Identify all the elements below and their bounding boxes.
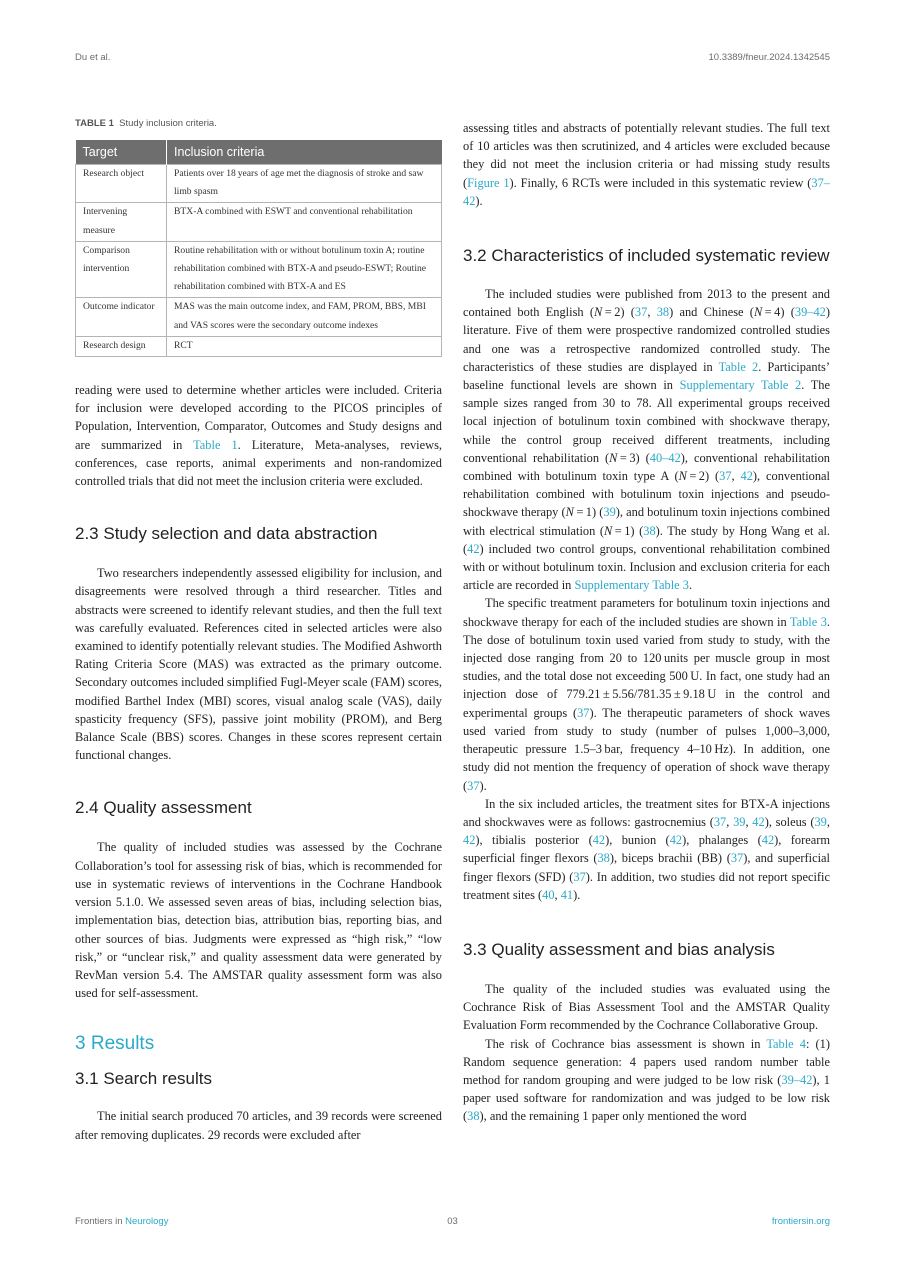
citation-link[interactable]: 38 bbox=[467, 1109, 480, 1124]
citation-link[interactable]: 38 bbox=[643, 523, 656, 538]
citation-link[interactable]: 37–42 bbox=[463, 175, 830, 208]
table4-link[interactable]: Table 4 bbox=[766, 1036, 806, 1051]
citation-link[interactable]: 40 bbox=[542, 887, 555, 902]
table-row bbox=[76, 298, 442, 336]
figure1-link[interactable]: Figure 1 bbox=[467, 175, 510, 190]
table1-caption bbox=[75, 118, 442, 129]
paragraph-risk-of-bias: The risk of Cochrance bias assessment is shown in Table 4: (1) Random sequence generation: 4 papers used random number table method for random grouping and were judged to be low risk (39–42), 1 paper used software for randomization and was judged to be low risk (38), and the remaining 1 paper only mentioned the word bbox=[463, 1036, 830, 1124]
left-column bbox=[75, 118, 442, 1144]
citation-link[interactable]: 37 bbox=[573, 869, 586, 884]
citation-link[interactable]: 38 bbox=[656, 305, 670, 320]
table-header-criteria: Inclusion criteria bbox=[167, 140, 442, 165]
table-row bbox=[76, 165, 442, 203]
running-header-author: Du et al. bbox=[75, 52, 111, 63]
table2-link[interactable]: Table 2 bbox=[718, 359, 759, 374]
table-cell-criteria: MAS was the main outcome index, and FAM, PROM, BBS, MBI and VAS scores were the secondary outcome indexes bbox=[167, 298, 442, 336]
table-cell-target: Intervening measure bbox=[76, 203, 167, 241]
citation-link[interactable]: 39–42 bbox=[794, 305, 826, 320]
table1-label: TABLE 1 bbox=[75, 118, 114, 129]
table-row bbox=[76, 336, 442, 356]
footer-site-link[interactable]: frontiersin.org bbox=[771, 1216, 830, 1227]
paragraph-search-results-continued: assessing titles and abstracts of potentially relevant studies. The full text of 10 articles was then scrutinized, and 4 articles were excluded because they did not meet the inclusion criteria or had missing study results (Figure 1). Finally, 6 RCTs were included in this systematic review (37–42). bbox=[463, 121, 830, 208]
citation-link[interactable]: 39 bbox=[603, 505, 616, 520]
section-heading-3-3: 3.3 Quality assessment and bias analysis bbox=[463, 939, 775, 959]
citation-link[interactable]: 37 bbox=[634, 305, 648, 320]
table-cell-target: Outcome indicator bbox=[76, 298, 167, 336]
table-cell-criteria: BTX-A combined with ESWT and conventional rehabilitation bbox=[167, 203, 442, 241]
table-header-row bbox=[76, 140, 442, 165]
citation-link[interactable]: 42 bbox=[467, 541, 480, 556]
section-heading-3-1: 3.1 Search results bbox=[75, 1069, 213, 1089]
table-cell-criteria: Routine rehabilitation with or without botulinum toxin A; routine rehabilitation combined with BTX-A and pseudo-ESWT; Routine rehabilitation combined with BTX-A and ES bbox=[167, 241, 442, 298]
paragraph-quality-assessment: The quality of included studies was assessed by the Cochrane Collaboration’s tool for assessing risk of bias, which is recommended for use in systematic reviews of interventions in the Cochrane Handbook version 5.1.0. We assessed seven areas of bias, including selection bias, implementation bias, detection bias, attribution bias, reporting bias, and other sources of bias. Judgments were expressed as “high risk,” “low risk,” or “unclear risk,” and quality assessment data were generated by RevMan version 5.4. The AMSTAR quality assessment form was also used for self-assessment. bbox=[75, 840, 442, 1001]
citation-link[interactable]: 42 bbox=[752, 814, 765, 829]
citation-link[interactable]: 39 bbox=[733, 814, 746, 829]
section-heading-2-4: 2.4 Quality assessment bbox=[75, 798, 252, 818]
supplementary-table2-link[interactable]: Supplementary Table 2 bbox=[679, 378, 802, 393]
table-header-target: Target bbox=[76, 140, 167, 165]
table-cell-target: Research design bbox=[76, 336, 167, 356]
running-header-doi[interactable]: 10.3389/fneur.2024.1342545 bbox=[708, 52, 830, 63]
citation-link[interactable]: 37 bbox=[577, 705, 590, 720]
citation-link[interactable]: 40–42 bbox=[649, 450, 681, 465]
table-row bbox=[76, 241, 442, 298]
paragraph-characteristics: The included studies were published from 2013 to the present and contained both English (N = 2) (37, 38) and Chinese (N = 4) (39–42) literature. Five of them were prospective randomized controlled studies and one was a retrospective randomized controlled study. The characteristics of these studies are displayed in Table 2. Participants’ baseline functional levels are shown in Supplementary Table 2. The sample sizes ranged from 30 to 78. All experimental groups received local injection of botulinum toxin combined with shockwave therapy, while the control group received different treatments, including conventional rehabilitation (N = 3) (40–42), conventional rehabilitation combined with botulinum toxin type A (N = 2) (37, 42), conventional rehabilitation combined with botulinum toxin injections and pseudo-shockwave therapy (N = 1) (39), and botulinum toxin injections combined with electrical stimulation (N = 1) (38). The study by Hong Wang et al. (42) included two control groups, conventional rehabilitation combined with or without botulinum toxin. Inclusion and exclusion criteria for each article are recorded in Supplementary Table 3. bbox=[463, 287, 831, 593]
paragraph-inclusion-criteria: reading were used to determine whether articles were included. Criteria for inclusion were developed according to the PICOS principles of Population, Intervention, Comparator, Outcomes and Study designs and are summarized in Table 1. Literature, Meta-analyses, reviews, conferences, case reports, animal experiments and non-randomized controlled trials that did not meet the inclusion criteria were excluded. bbox=[75, 383, 442, 489]
section-heading-3-2: 3.2 Characteristics of included systematic review bbox=[463, 246, 830, 266]
table-cell-criteria: Patients over 18 years of age met the diagnosis of stroke and saw limb spasm bbox=[167, 165, 442, 203]
citation-link[interactable]: 37 bbox=[719, 469, 732, 484]
table1-link[interactable]: Table 1 bbox=[193, 437, 238, 452]
table3-link[interactable]: Table 3 bbox=[789, 614, 827, 629]
citation-link[interactable]: 42 bbox=[761, 833, 775, 848]
right-column bbox=[463, 118, 830, 1126]
paragraph-search-results: The initial search produced 70 articles, and 39 records were screened after removing duplicates. 29 records were excluded after bbox=[75, 1109, 442, 1142]
table-cell-target: Comparison intervention bbox=[76, 241, 167, 298]
citation-link[interactable]: 38 bbox=[597, 851, 610, 866]
section-heading-2-3: 2.3 Study selection and data abstraction bbox=[75, 524, 378, 544]
paragraph-treatment-sites: In the six included articles, the treatment sites for BTX-A injections and shockwaves were as follows: gastrocnemius (37, 39, 42), soleus (39, 42), tibialis posterior (42), bunion (42), phalanges (42), forearm superficial finger flexors (38), biceps brachii (BB) (37), and superficial finger flexors (SFD) (37). In addition, two studies did not report specific treatment sites (40, 41). bbox=[463, 796, 831, 902]
table1-title: Study inclusion criteria. bbox=[119, 118, 217, 129]
table-cell-criteria: RCT bbox=[167, 336, 442, 356]
citation-link[interactable]: 42 bbox=[463, 833, 476, 848]
citation-link[interactable]: 42 bbox=[592, 833, 606, 848]
section-heading-results: 3 Results bbox=[75, 1033, 155, 1055]
table-cell-target: Research object bbox=[76, 165, 167, 203]
paragraph-treatment-parameters: The specific treatment parameters for botulinum toxin injections and shockwave therapy for each of the included studies are shown in Table 3. The dose of botulinum toxin used varied from study to study, with the injected dose ranging from 20 to 120 units per muscle group in most studies, and the total dose not exceeding 500 U. In fact, one study had an injection dose of 779.21 ± 5.56/781.35 ± 9.18 U in the control and experimental groups (37). The therapeutic parameters of shock waves used varied from study to study (number of pulses 1,000–3,000, therapeutic pressure 1.5–3 bar, frequency 4–10 Hz). In addition, one study did not mention the frequency of operation of shock wave therapy (37). bbox=[463, 596, 830, 793]
supplementary-table3-link[interactable]: Supplementary Table 3 bbox=[574, 578, 689, 593]
page-number: 03 bbox=[447, 1216, 458, 1227]
footer-site bbox=[772, 1216, 830, 1227]
citation-link[interactable]: 41 bbox=[560, 887, 574, 902]
citation-link[interactable]: 37 bbox=[730, 851, 744, 866]
citation-link[interactable]: 42 bbox=[669, 833, 683, 848]
table-row bbox=[76, 203, 442, 241]
paragraph-study-selection: Two researchers independently assessed eligibility for inclusion, and disagreements were resolved through a third researcher. Titles and abstracts were screened to identify relevant studies, and then the full text was carefully evaluated. References cited in selected articles were also examined to identify potentially relevant studies. The Modified Ashworth Rating Criteria Score (MAS) was extracted as the primary outcome. Secondary outcomes included simplified Fugl-Meyer scale (FAM) scores, modified Barthel Index (MBI) scores, visual analog scale (VAS), daily spasticity frequency (SFS), passive joint mobility (PROM), and Berg Balance Scale (BBS) scores. Changes in these scores represent certain functional changes. bbox=[75, 566, 442, 763]
citation-link[interactable]: 37 bbox=[467, 778, 480, 793]
paragraph-quality-evaluation: The quality of the included studies was evaluated using the Cochrance Risk of Bias Assessment Tool and the AMSTAR Quality Evaluation Form recommended by the Cochrance Collaborative Group. bbox=[463, 981, 830, 1033]
citation-link[interactable]: 39–42 bbox=[781, 1072, 813, 1087]
citation-link[interactable]: 39 bbox=[814, 814, 827, 829]
citation-link[interactable]: 42 bbox=[740, 469, 753, 484]
footer-journal-prefix: Frontiers in bbox=[75, 1216, 126, 1227]
citation-link[interactable]: 37 bbox=[713, 814, 727, 829]
footer-journal-link[interactable]: Neurology bbox=[125, 1216, 169, 1227]
inclusion-criteria-table bbox=[75, 140, 442, 357]
